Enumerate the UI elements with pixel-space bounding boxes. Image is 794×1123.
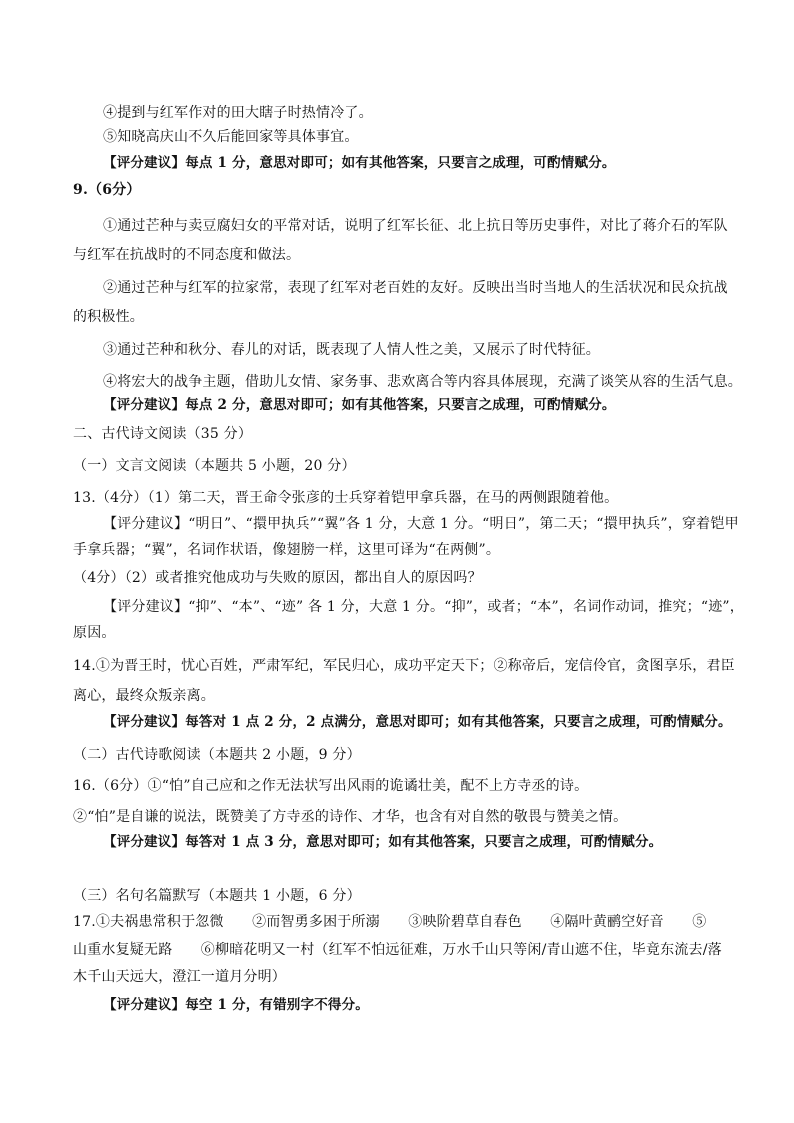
subsection-classical-prose: （一）文言文阅读（本题共 5 小题，20 分） xyxy=(73,458,356,474)
q17-answer-line-2: 山重水复疑无路 ⑥柳暗花明又一村（红军不怕远征难，万水千山只等闲/青山遮不住，毕竟东流去/落 xyxy=(73,942,722,958)
q17-answer-line-1: 17.①夫祸患常积于忽微 ②而智勇多困于所溺 ③映阶碧草自春色 ④隔叶黄鹂空好音 ⑤ xyxy=(73,914,707,930)
q17-answer-line-3: 木千山天远大，澄江一道月分明） xyxy=(73,969,286,985)
q9-header: 9.（6分） xyxy=(73,182,141,198)
q9-point-1-line-2: 与红军在抗战时的不同态度和做法。 xyxy=(73,247,301,263)
q13-part-1-grading-line-1: 【评分建议】“明日”、“擐甲执兵”“翼”各 1 分，大意 1 分。“明日”，第二天；“擐甲执兵”，穿着铠甲 xyxy=(103,516,739,532)
q8-item-5: ⑤知晓高庆山不久后能回家等具体事宜。 xyxy=(103,129,359,145)
q13-part-1-answer: 13.（4分）（1）第二天，晋王命令张彦的士兵穿着铠甲拿兵器，在马的两侧跟随着他。 xyxy=(73,490,619,506)
q14-answer-line-1: 14.①为晋王时，忧心百姓，严肃军纪，军民归心，成功平定天下；②称帝后，宠信伶官，贪图享乐，君臣 xyxy=(73,658,735,674)
q16-answer-line-1: 16.（6分）①“怕”自己应和之作无法状写出风雨的诡谲壮美，配不上方寺丞的诗。 xyxy=(73,778,589,794)
subsection-ancient-poetry: （二）古代诗歌阅读（本题共 2 小题，9 分） xyxy=(73,747,361,763)
q9-point-2-line-1: ②通过芒种与红军的拉家常，表现了红军对老百姓的友好。反映出当时当地人的生活状况和民众抗战 xyxy=(103,280,728,296)
q13-part-1-grading-line-2: 手拿兵器；“翼”，名词作状语，像翅膀一样，这里可译为“在两侧”。 xyxy=(73,542,501,558)
subsection-famous-lines-dictation: （三）名句名篇默写（本题共 1 小题，6 分） xyxy=(73,888,361,904)
q14-grading-note: 【评分建议】每答对 1 点 2 分，2 点满分，意思对即可；如有其他答案，只要言之成理，可酌情赋分。 xyxy=(103,714,732,730)
q9-grading-note: 【评分建议】每点 2 分，意思对即可；如有其他答案，只要言之成理，可酌情赋分。 xyxy=(103,397,616,413)
q17-grading-note: 【评分建议】每空 1 分，有错别字不得分。 xyxy=(103,997,369,1013)
q9-point-3: ③通过芒种和秋分、春儿的对话，既表现了人情人性之美，又展示了时代特征。 xyxy=(103,342,600,358)
q14-answer-line-2: 离心，最终众叛亲离。 xyxy=(73,688,215,704)
q9-point-4: ④将宏大的战争主题，借助儿女情、家务事、悲欢离合等内容具体展现，充满了谈笑从容的生活气息。 xyxy=(103,374,742,390)
q8-item-4: ④提到与红军作对的田大瞎子时热情冷了。 xyxy=(103,105,373,121)
q13-part-2-grading-line-1: 【评分建议】“抑”、“本”、“迹” 各 1 分，大意 1 分。“抑”，或者；“本”，名词作动词，推究；“迹”， xyxy=(103,599,744,615)
q8-grading-note: 【评分建议】每点 1 分，意思对即可；如有其他答案，只要言之成理，可酌情赋分。 xyxy=(103,155,616,171)
q16-grading-note: 【评分建议】每答对 1 点 3 分，意思对即可；如有其他答案，只要言之成理，可酌情赋分。 xyxy=(103,834,663,850)
section-title-ancient-reading: 二、古代诗文阅读（35 分） xyxy=(73,426,253,442)
q13-part-2-grading-line-2: 原因。 xyxy=(73,625,116,641)
q9-point-2-line-2: 的积极性。 xyxy=(73,309,144,325)
q9-point-1-line-1: ①通过芒种与卖豆腐妇女的平常对话，说明了红军长征、北上抗日等历史事件，对比了蒋介石的军队 xyxy=(103,218,728,234)
q13-part-2-answer: （4分）（2）或者推究他成功与失败的原因，都出自人的原因吗？ xyxy=(73,570,482,586)
q16-answer-line-2: ②“怕”是自谦的说法，既赞美了方寺丞的诗作、才华，也含有对自然的敬畏与赞美之情。 xyxy=(73,809,628,825)
